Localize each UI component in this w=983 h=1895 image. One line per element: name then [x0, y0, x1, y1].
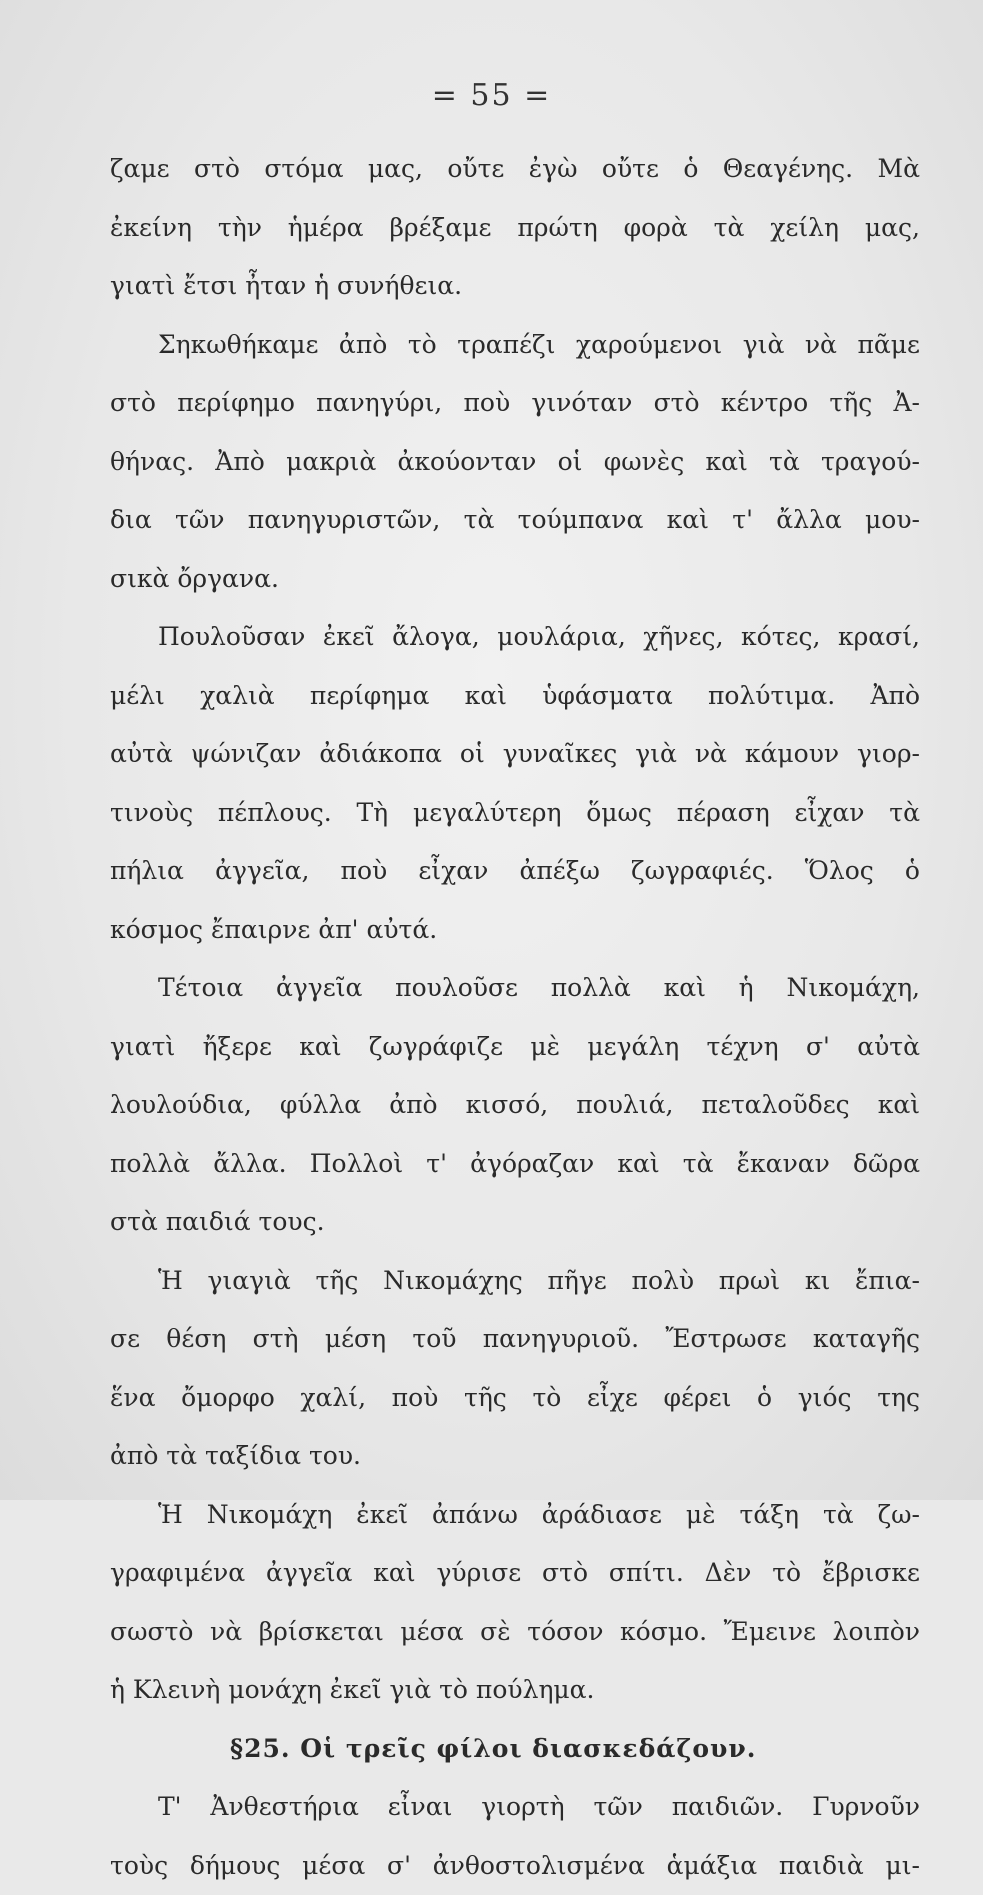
text-line: πολλὰ ἄλλα. Πολλοὶ τ' ἀγόραζαν καὶ τὰ ἔκαναν δῶρα — [110, 1135, 920, 1194]
text-line: Σηκωθήκαμε ἀπὸ τὸ τραπέζι χαρούμενοι γιὰ νὰ πᾶμε — [110, 316, 920, 375]
text-line: ἡ Κλεινὴ μονάχη ἐκεῖ γιὰ τὸ πούλημα. — [110, 1661, 920, 1720]
text-line: ἀπὸ τὰ ταξίδια του. — [110, 1427, 920, 1486]
text-line: Τ' Ἀνθεστήρια εἶναι γιορτὴ τῶν παιδιῶν. Γυρνοῦν — [110, 1778, 920, 1837]
text-line: πήλια ἀγγεῖα, ποὺ εἶχαν ἀπέξω ζωγραφιές. Ὅλος ὁ — [110, 842, 920, 901]
text-line: κόσμος ἔπαιρνε ἀπ' αὐτά. — [110, 901, 920, 960]
text-line: ἕνα ὄμορφο χαλί, ποὺ τῆς τὸ εἶχε φέρει ὁ γιός της — [110, 1369, 920, 1428]
text-line: δια τῶν πανηγυριστῶν, τὰ τούμπανα καὶ τ' ἄλλα μου- — [110, 491, 920, 550]
text-line: αὐτὰ ψώνιζαν ἀδιάκοπα οἱ γυναῖκες γιὰ νὰ κάμουν γιορ- — [110, 725, 920, 784]
text-line: Ἡ γιαγιὰ τῆς Νικομάχης πῆγε πολὺ πρωὶ κι ἔπια- — [110, 1252, 920, 1311]
text-line: μέλι χαλιὰ περίφημα καὶ ὑφάσματα πολύτιμα. Ἀπὸ — [110, 667, 920, 726]
text-line: Ἡ Νικομάχη ἐκεῖ ἀπάνω ἀράδιασε μὲ τάξη τὰ ζω- — [110, 1486, 920, 1545]
text-line: σωστὸ νὰ βρίσκεται μέσα σὲ τόσον κόσμο. Ἔμεινε λοιπὸν — [110, 1603, 920, 1662]
text-line: θήνας. Ἀπὸ μακριὰ ἀκούονταν οἱ φωνὲς καὶ τὰ τραγού- — [110, 433, 920, 492]
text-line: τοὺς δήμους μέσα σ' ἀνθοστολισμένα ἁμάξια παιδιὰ μι- — [110, 1837, 920, 1895]
text-line: σικὰ ὄργανα. — [110, 550, 920, 609]
text-line: γιατὶ ἔτσι ἦταν ἡ συνήθεια. — [110, 257, 920, 316]
text-line: Τέτοια ἀγγεῖα πουλοῦσε πολλὰ καὶ ἡ Νικομάχη, — [110, 959, 920, 1018]
text-line: λουλούδια, φύλλα ἀπὸ κισσό, πουλιά, πεταλοῦδες καὶ — [110, 1076, 920, 1135]
text-line: γραφιμένα ἀγγεῖα καὶ γύρισε στὸ σπίτι. Δὲν τὸ ἔβρισκε — [110, 1544, 920, 1603]
text-line: στὰ παιδιά τους. — [110, 1193, 920, 1252]
section-heading: §25. Οἱ τρεῖς φίλοι διασκεδάζουν. — [110, 1720, 920, 1779]
text-line: στὸ περίφημο πανηγύρι, ποὺ γινόταν στὸ κέντρο τῆς Ἀ- — [110, 374, 920, 433]
page-number: = 55 = — [0, 78, 983, 113]
text-line: σε θέση στὴ μέση τοῦ πανηγυριοῦ. Ἔστρωσε καταγῆς — [110, 1310, 920, 1369]
text-line: ζαμε στὸ στόμα μας, οὔτε ἐγὼ οὔτε ὁ Θεαγένης. Μὰ — [110, 140, 920, 199]
text-line: τινοὺς πέπλους. Τὴ μεγαλύτερη ὅμως πέραση εἶχαν τὰ — [110, 784, 920, 843]
text-line: γιατὶ ἤξερε καὶ ζωγράφιζε μὲ μεγάλη τέχνη σ' αὐτὰ — [110, 1018, 920, 1077]
text-line: Πουλοῦσαν ἐκεῖ ἄλογα, μουλάρια, χῆνες, κότες, κρασί, — [110, 608, 920, 667]
body-text — [110, 140, 920, 1895]
text-line: ἐκείνη τὴν ἡμέρα βρέξαμε πρώτη φορὰ τὰ χείλη μας, — [110, 199, 920, 258]
